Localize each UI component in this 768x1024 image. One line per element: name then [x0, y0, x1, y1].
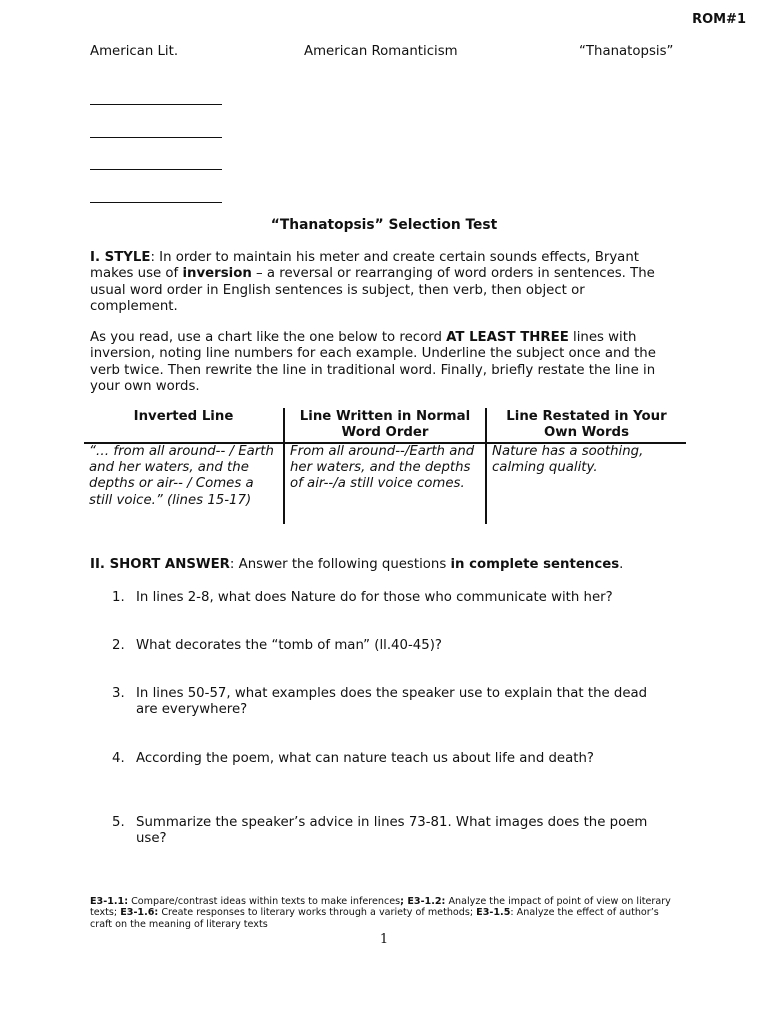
cell-inverted-line: “… from all around-- / Earth and her waters, and the depths or air-- / Comes a still voice.” (lines 15-17) — [84, 443, 284, 524]
inversion-chart — [84, 408, 686, 524]
table-row — [84, 443, 686, 524]
cell-restated: Nature has a soothing, calming quality. — [492, 444, 644, 476]
page-title: “Thanatopsis” Selection Test — [270, 217, 498, 233]
header-restated: Line Restated in Your Own Words — [486, 408, 686, 443]
name-blank-line — [90, 202, 222, 203]
question-item: 3. In lines 50-57, what examples does the speaker use to explain that the dead are everywhere? — [112, 686, 648, 718]
short-answer-intro: II. SHORT ANSWER: Answer the following questions in complete sentences. — [90, 557, 624, 572]
name-blank-line — [90, 104, 222, 105]
page-number: 1 — [379, 932, 389, 947]
short-answer-label: II. SHORT ANSWER — [90, 557, 230, 572]
at-least-three: AT LEAST THREE — [446, 330, 569, 345]
document-code: ROM#1 — [692, 12, 746, 27]
question-item: 2. What decorates the “tomb of man” (ll.40-45)? — [112, 638, 442, 653]
style-label: I. STYLE — [90, 250, 151, 265]
question-item: 4. According the poem, what can nature teach us about life and death? — [112, 751, 594, 766]
name-blank-line — [90, 137, 222, 138]
inversion-term: inversion — [182, 266, 252, 282]
cell-normal-order: From all around--/Earth and her waters, and the depths of air--/a still voice comes. — [284, 443, 486, 524]
name-blank-line — [90, 169, 222, 170]
header-inverted-line: Inverted Line — [84, 408, 284, 443]
standards-footnote: E3-1.1: Compare/contrast ideas within texts to make inferences; E3-1.2: Analyze the impact of point of view on literary texts; E3-1.6: Create responses to literary works through a variety of methods; E3-1.5: Analyze the effect of author’s craft on the meaning of literary texts — [90, 896, 671, 930]
unit-name: American Romanticism — [304, 44, 458, 59]
header-normal-order: Line Written in Normal Word Order — [284, 408, 486, 443]
chart-instructions: As you read, use a chart like the one below to record AT LEAST THREE lines with inversion, noting line numbers for each example. Underline the subject once and the verb twice. Then rewrite the line in traditional word. Finally, briefly restate the line in your own words. — [90, 330, 656, 394]
question-item: 1. In lines 2-8, what does Nature do for those who communicate with her? — [112, 590, 613, 605]
style-instructions: I. STYLE: In order to maintain his meter and create certain sounds effects, Bryant makes use of inversion – a reversal or rearranging of word orders in sentences. The usual word order in English sentences is subject, then verb, then object or complement. — [90, 250, 655, 314]
work-title: “Thanatopsis” — [579, 44, 674, 59]
question-item: 5. Summarize the speaker’s advice in lines 73-81. What images does the poem use? — [112, 815, 648, 847]
course-name: American Lit. — [90, 44, 179, 59]
